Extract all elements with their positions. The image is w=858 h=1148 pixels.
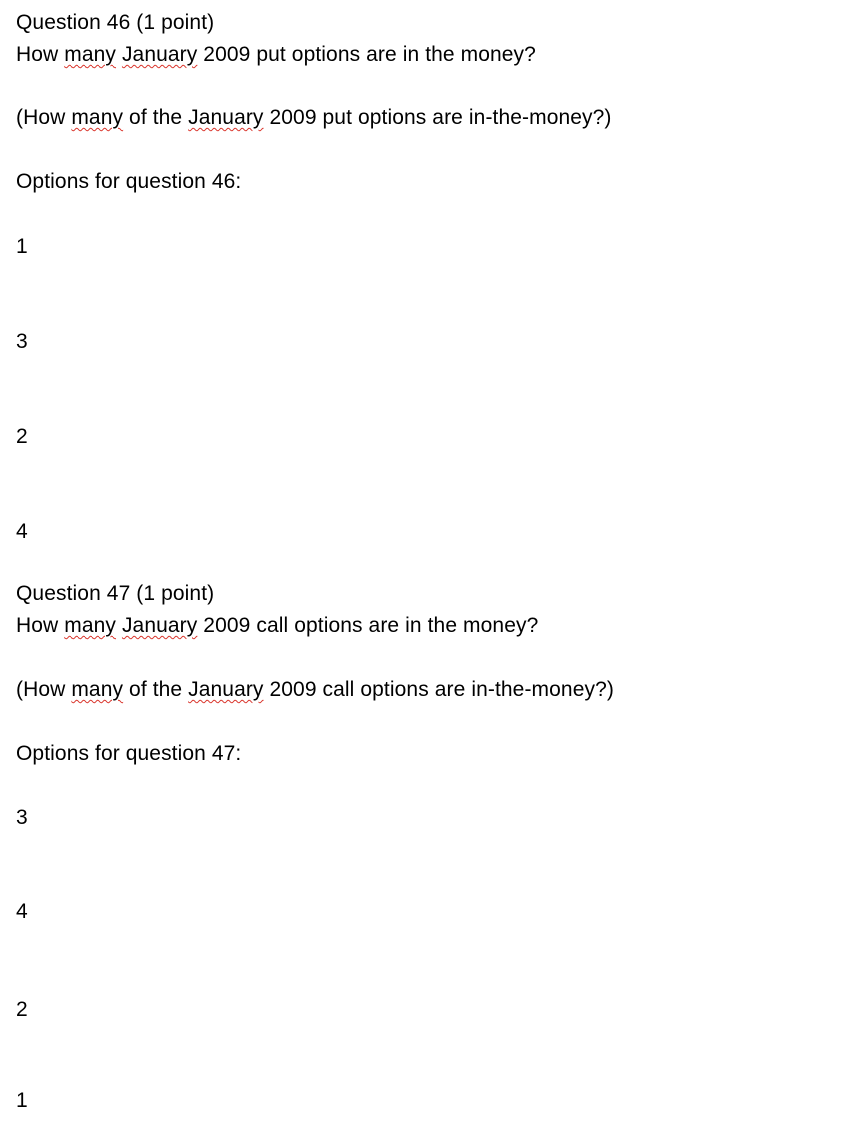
question-46-options-label: Options for question 46: [16, 170, 242, 193]
question-46-option[interactable]: 2 [16, 425, 28, 448]
question-46-prompt [16, 42, 536, 68]
question-47-heading: Question 47 (1 point) [16, 582, 215, 605]
question-46-option[interactable]: 4 [16, 520, 28, 543]
spellcheck-word[interactable]: many [64, 614, 117, 637]
spellcheck-word[interactable]: January [121, 43, 198, 66]
question-47-option[interactable]: 4 [16, 900, 28, 923]
spellcheck-word[interactable]: many [71, 678, 124, 701]
question-47-options-label: Options for question 47: [16, 742, 242, 765]
prompt-text: How [16, 614, 65, 637]
question-47-restated [16, 677, 614, 703]
restated-text: of the [123, 678, 189, 701]
restated-text: (How [16, 106, 72, 129]
question-46-restated [16, 105, 612, 131]
spellcheck-word[interactable]: many [64, 43, 117, 66]
spellcheck-word[interactable]: January [188, 678, 264, 701]
restated-text: 2009 put options are in-the-money?) [263, 106, 612, 129]
question-47-prompt [16, 613, 538, 639]
prompt-text: 2009 call options are in the money? [197, 614, 539, 637]
prompt-text: 2009 put options are in the money? [197, 43, 536, 66]
question-46-heading: Question 46 (1 point) [16, 11, 215, 34]
question-47-option[interactable]: 1 [16, 1089, 28, 1112]
question-47-option[interactable]: 3 [16, 806, 28, 829]
restated-text: (How [16, 678, 72, 701]
restated-text: of the [123, 106, 189, 129]
question-46-option[interactable]: 3 [16, 330, 28, 353]
spellcheck-word[interactable]: many [71, 106, 124, 129]
spellcheck-word[interactable]: January [121, 614, 198, 637]
restated-text: 2009 call options are in-the-money?) [263, 678, 614, 701]
question-47-option[interactable]: 2 [16, 998, 28, 1021]
question-46-option[interactable]: 1 [16, 235, 28, 258]
spellcheck-word[interactable]: January [188, 106, 264, 129]
prompt-text: How [16, 43, 65, 66]
